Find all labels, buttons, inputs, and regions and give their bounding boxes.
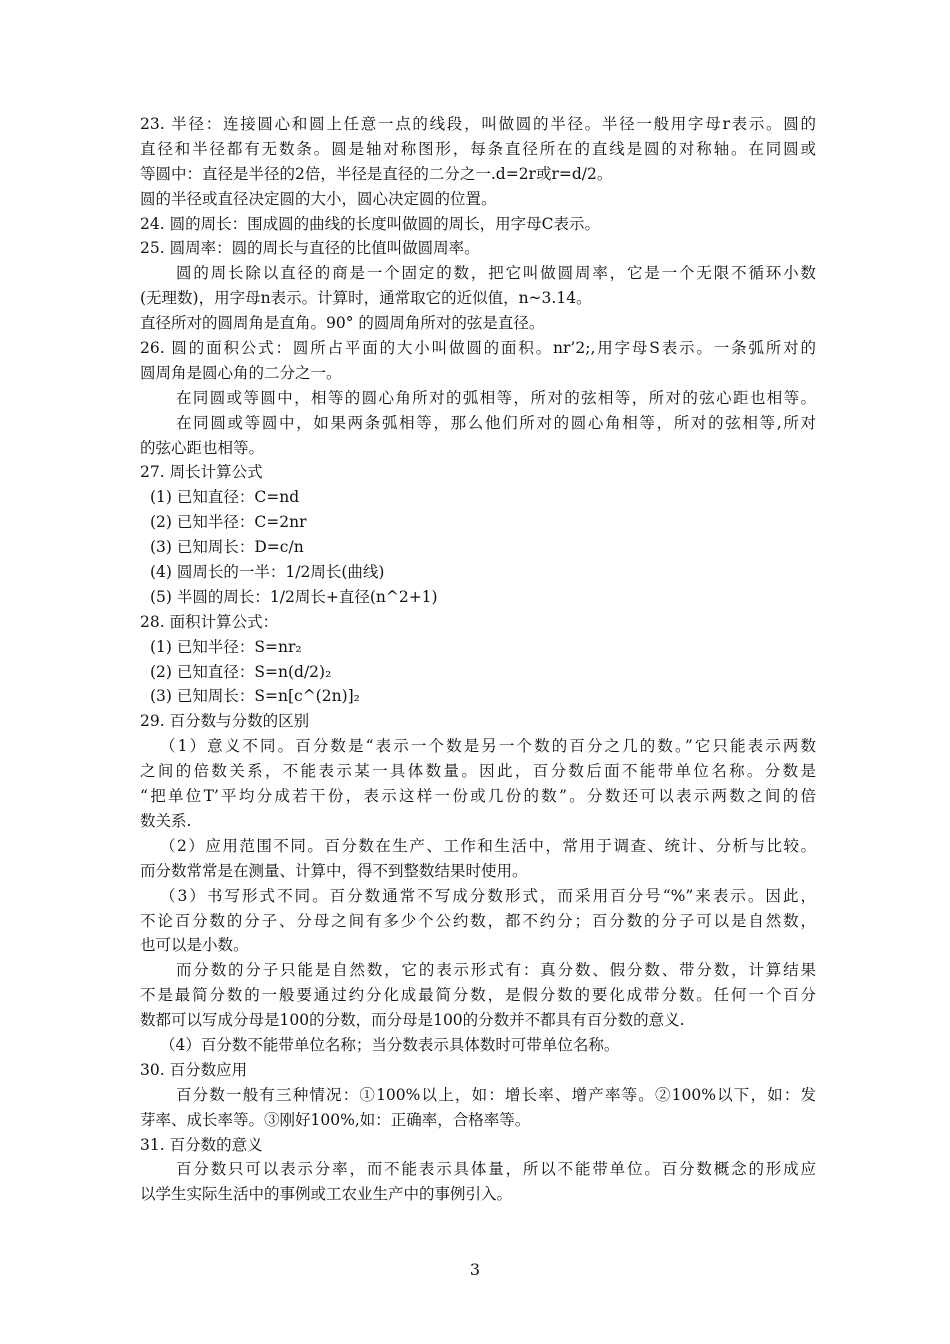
text-line: 等圆中：直径是半径的2倍，半径是直径的二分之一.d=2r或r=d/2。 xyxy=(140,164,613,183)
text-line: (1) 已知直径：C=nd xyxy=(150,488,300,507)
text-line: （3）书写形式不同。百分数通常不写成分数形式，而采用百分号“%”来表示。因此， xyxy=(160,886,816,905)
text-line: 也可以是小数。 xyxy=(140,936,249,955)
text-line: 的弦心距也相等。 xyxy=(140,438,265,457)
text-line: 以学生实际生活中的事例或工农业生产中的事例引入。 xyxy=(140,1185,513,1204)
text-line: 26. 圆的面积公式：圆所占平面的大小叫做圆的面积。nr’2;,用字母S表示。一条弧所对的 xyxy=(140,339,816,358)
text-line: 25. 圆周率：圆的周长与直径的比值叫做圆周率。 xyxy=(140,239,480,258)
text-line: (3) 已知周长：D=c/n xyxy=(150,538,304,557)
text-line: 芽率、成长率等。③刚好100%,如：正确率，合格率等。 xyxy=(140,1110,531,1129)
text-line: (3) 已知周长：S=n[c^(2n)]₂ xyxy=(150,687,360,706)
text-line: （1）意义不同。百分数是“表示一个数是另一个数的百分之几的数。”它只能表示两数 xyxy=(160,737,816,756)
text-line: (1) 已知半径：S=nr₂ xyxy=(150,637,302,656)
document-body xyxy=(140,112,816,1207)
text-line: 数都可以写成分母是100的分数，而分母是100的分数并不都具有百分数的意义. xyxy=(140,1011,685,1030)
text-line: 23. 半径：连接圆心和圆上任意一点的线段，叫做圆的半径。半径一般用字母r表示。圆的 xyxy=(140,115,816,133)
text-line: 而分数的分子只能是自然数，它的表示形式有：真分数、假分数、带分数，计算结果 xyxy=(176,961,816,980)
text-line: (5) 半圆的周长：1/2周长+直径(n^2+1) xyxy=(150,587,438,606)
text-line: 数关系. xyxy=(140,811,192,830)
page-number: 3 xyxy=(469,1260,481,1279)
text-line: 27. 周长计算公式 xyxy=(140,463,263,482)
text-line: (2) 已知直径：S=n(d/2)₂ xyxy=(150,662,332,681)
text-line: 百分数一般有三种情况：①100%以上，如：增长率、增产率等。②100%以下，如：发 xyxy=(176,1085,816,1104)
text-line: (4) 圆周长的一半：1/2周长(曲线) xyxy=(150,563,385,582)
text-line: 直径所对的圆周角是直角。90° 的圆周角所对的弦是直径。 xyxy=(140,314,545,333)
text-line: 圆的半径或直径决定圆的大小，圆心决定圆的位置。 xyxy=(140,189,497,208)
text-line: “把单位T’平均分成若干份，表示这样一份或几份的数”。分数还可以表示两数之间的倍 xyxy=(140,787,816,806)
text-line: 24. 圆的周长：围成圆的曲线的长度叫做圆的周长，用字母C表示。 xyxy=(140,214,600,233)
text-line: 28. 面积计算公式： xyxy=(140,612,279,631)
text-line: 29. 百分数与分数的区别 xyxy=(140,712,310,731)
text-line: 在同圆或等圆中，相等的圆心角所对的弧相等，所对的弦相等，所对的弦心距也相等。 xyxy=(176,388,816,407)
text-line: 不是最简分数的一般要通过约分化成最简分数，是假分数的要化成带分数。任何一个百分 xyxy=(140,986,816,1005)
text-line: 百分数只可以表示分率，而不能表示具体量，所以不能带单位。百分数概念的形成应 xyxy=(176,1160,816,1179)
text-line: (2) 已知半径：C=2nr xyxy=(150,513,307,532)
text-line: 圆的周长除以直径的商是一个固定的数，把它叫做圆周率，它是一个无限不循环小数 xyxy=(176,264,816,283)
text-line: 30. 百分数应用 xyxy=(140,1060,248,1079)
text-line: 不论百分数的分子、分母之间有多少个公约数，都不约分；百分数的分子可以是自然数， xyxy=(140,911,816,930)
text-line: （4）百分数不能带单位名称；当分数表示具体数时可带单位名称。 xyxy=(160,1035,620,1054)
text-line: 之间的倍数关系，不能表示某一具体数量。因此，百分数后面不能带单位名称。分数是 xyxy=(140,762,816,781)
text-line: 圆周角是圆心角的二分之一。 xyxy=(140,363,342,382)
text-line: 在同圆或等圆中，如果两条弧相等，那么他们所对的圆心角相等，所对的弦相等,所对 xyxy=(176,413,816,432)
text-line: 直径和半径都有无数条。圆是轴对称图形，每条直径所在的直线是圆的对称轴。在同圆或 xyxy=(140,139,816,158)
text-line: 而分数常常是在测量、计算中，得不到整数结果时使用。 xyxy=(140,861,528,880)
text-line: 31. 百分数的意义 xyxy=(140,1135,263,1154)
text-line: (无理数)，用字母n表示。计算时，通常取它的近似值，n~3.14。 xyxy=(140,289,592,308)
text-line: （2）应用范围不同。百分数在生产、工作和生活中，常用于调查、统计、分析与比较。 xyxy=(160,836,816,855)
